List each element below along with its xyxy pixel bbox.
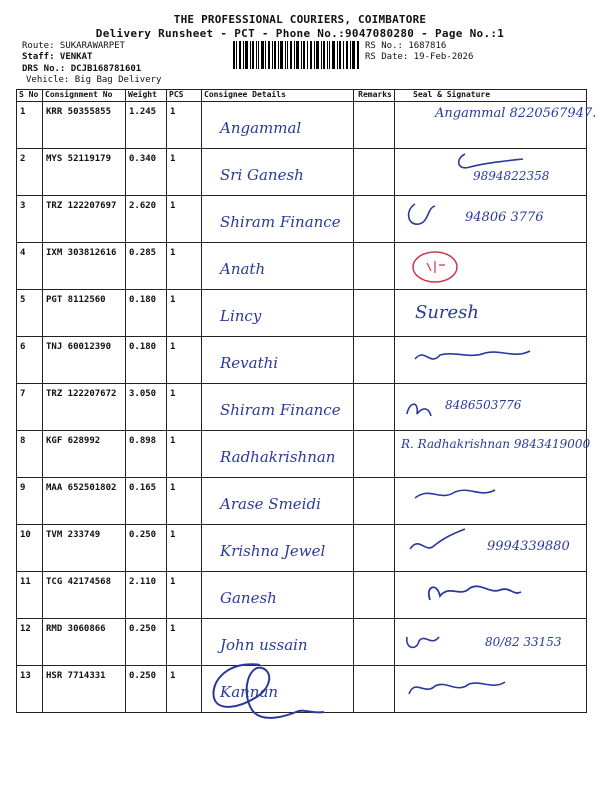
consignee-handwriting: Shiram Finance xyxy=(220,401,341,419)
consignee-handwriting: Lincy xyxy=(220,307,262,325)
signature-handwriting: Angammal 8220567947. xyxy=(435,106,597,121)
row-remarks xyxy=(354,431,395,478)
row-remarks xyxy=(354,290,395,337)
row-signature xyxy=(395,196,587,243)
row-weight: 0.180 xyxy=(126,290,167,337)
barcode-image xyxy=(233,41,359,69)
runsheet-table xyxy=(16,89,597,713)
consignee-handwriting: Radhakrishnan xyxy=(220,448,336,466)
row-consignment: KGF 628992 xyxy=(43,431,126,478)
consignee-handwriting: Kannan xyxy=(220,683,279,701)
row-sno: 5 xyxy=(17,290,43,337)
row-consignee xyxy=(202,243,354,290)
row-sno: 6 xyxy=(17,337,43,384)
row-remarks xyxy=(354,666,395,713)
row-weight: 0.285 xyxy=(126,243,167,290)
signature-handwriting: 94806 3776 xyxy=(465,210,544,225)
consignee-handwriting: Revathi xyxy=(220,354,279,372)
table-header-row xyxy=(17,90,587,102)
row-sno: 8 xyxy=(17,431,43,478)
row-remarks xyxy=(354,337,395,384)
col-pcs: PCS xyxy=(167,90,202,102)
col-sno: S No xyxy=(17,90,43,102)
rs-date: RS Date: 19-Feb-2026 xyxy=(365,52,474,62)
signature-scribble xyxy=(395,149,561,190)
row-remarks xyxy=(354,619,395,666)
row-consignment: HSR 7714331 xyxy=(43,666,126,713)
row-signature xyxy=(395,290,587,337)
col-remarks: Remarks xyxy=(354,90,395,102)
row-weight: 3.050 xyxy=(126,384,167,431)
signature-scribble xyxy=(395,572,561,613)
consignee-handwriting: Ganesh xyxy=(220,589,277,607)
row-pcs: 1 xyxy=(167,619,202,666)
row-signature xyxy=(395,525,587,572)
row-sno: 3 xyxy=(17,196,43,243)
row-consignment: TCG 42174568 xyxy=(43,572,126,619)
row-signature xyxy=(395,666,587,713)
consignee-handwriting: Krishna Jewel xyxy=(220,542,326,560)
signature-scribble xyxy=(395,196,561,237)
table-row xyxy=(17,102,587,149)
row-signature xyxy=(395,478,587,525)
table-row xyxy=(17,431,587,478)
company-title: THE PROFESSIONAL COURIERS, COIMBATORE xyxy=(173,13,427,26)
staff-signature-scribble xyxy=(200,650,330,730)
row-consignment: MAA 652501802 xyxy=(43,478,126,525)
row-consignee xyxy=(202,525,354,572)
consignee-handwriting: Angammal xyxy=(220,119,302,137)
row-weight: 0.165 xyxy=(126,478,167,525)
row-weight: 2.110 xyxy=(126,572,167,619)
row-signature xyxy=(395,572,587,619)
row-consignee xyxy=(202,431,354,478)
table-row xyxy=(17,196,587,243)
row-pcs: 1 xyxy=(167,525,202,572)
vehicle-label: Vehicle: Big Bag Delivery xyxy=(26,75,162,85)
row-pcs: 1 xyxy=(167,666,202,713)
consignee-handwriting: John ussain xyxy=(220,636,308,654)
table-row xyxy=(17,525,587,572)
row-consignee xyxy=(202,196,354,243)
row-sno: 1 xyxy=(17,102,43,149)
col-consignment: Consignment No xyxy=(43,90,126,102)
row-remarks xyxy=(354,149,395,196)
table-row xyxy=(17,243,587,290)
row-consignee xyxy=(202,337,354,384)
row-remarks xyxy=(354,572,395,619)
row-sno: 11 xyxy=(17,572,43,619)
row-consignment: TRZ 122207672 xyxy=(43,384,126,431)
signature-scribble xyxy=(395,666,561,707)
consignee-handwriting: Shiram Finance xyxy=(220,213,341,231)
row-remarks xyxy=(354,525,395,572)
row-consignment: KRR 50355855 xyxy=(43,102,126,149)
runsheet-subtitle: Delivery Runsheet - PCT - Phone No.:9047080280 - Page No.:1 xyxy=(95,27,505,40)
signature-scribble xyxy=(395,337,561,378)
row-remarks xyxy=(354,102,395,149)
row-sno: 12 xyxy=(17,619,43,666)
row-consignment: TRZ 122207697 xyxy=(43,196,126,243)
row-sno: 4 xyxy=(17,243,43,290)
drs-number: DRS No.: DCJB168781601 xyxy=(22,64,142,74)
table-row xyxy=(17,478,587,525)
signature-handwriting: Suresh xyxy=(415,302,480,323)
consignee-handwriting: Arase Smeidi xyxy=(220,495,321,513)
consignee-handwriting: Sri Ganesh xyxy=(220,166,304,184)
row-consignee xyxy=(202,572,354,619)
row-pcs: 1 xyxy=(167,431,202,478)
rs-number: RS No.: 1687816 xyxy=(365,41,447,51)
row-consignment: TNJ 60012390 xyxy=(43,337,126,384)
row-consignee xyxy=(202,384,354,431)
row-remarks xyxy=(354,196,395,243)
table-row xyxy=(17,290,587,337)
row-sno: 10 xyxy=(17,525,43,572)
row-signature xyxy=(395,431,591,478)
signature-scribble xyxy=(395,384,561,425)
row-pcs: 1 xyxy=(167,384,202,431)
table-row xyxy=(17,337,587,384)
row-signature xyxy=(395,337,587,384)
table-row xyxy=(17,572,587,619)
signature-scribble xyxy=(395,525,561,566)
row-weight: 1.245 xyxy=(126,102,167,149)
row-consignee xyxy=(202,149,354,196)
row-weight: 0.340 xyxy=(126,149,167,196)
row-sno: 13 xyxy=(17,666,43,713)
row-pcs: 1 xyxy=(167,102,202,149)
row-weight: 0.250 xyxy=(126,525,167,572)
signature-handwriting: 9894822358 xyxy=(473,169,550,183)
staff-label: Staff: VENKAT xyxy=(22,52,93,62)
table-row xyxy=(17,149,587,196)
row-signature xyxy=(395,619,587,666)
row-signature xyxy=(395,384,587,431)
row-pcs: 1 xyxy=(167,572,202,619)
signature-handwriting: 80/82 33153 xyxy=(485,635,562,649)
row-signature xyxy=(395,149,587,196)
row-weight: 0.250 xyxy=(126,619,167,666)
delivered-stamp xyxy=(395,243,561,284)
row-weight: 0.250 xyxy=(126,666,167,713)
col-consignee: Consignee Details xyxy=(202,90,354,102)
signature-handwriting: 8486503776 xyxy=(445,398,522,412)
row-pcs: 1 xyxy=(167,478,202,525)
row-remarks xyxy=(354,384,395,431)
col-seal-signature: Seal & Signature xyxy=(395,90,587,102)
row-pcs: 1 xyxy=(167,290,202,337)
row-weight: 0.180 xyxy=(126,337,167,384)
row-weight: 2.620 xyxy=(126,196,167,243)
signature-handwriting: 9994339880 xyxy=(487,539,570,554)
col-weight: Weight xyxy=(126,90,167,102)
consignee-handwriting: Anath xyxy=(220,260,266,278)
signature-scribble xyxy=(395,619,561,660)
row-sno: 9 xyxy=(17,478,43,525)
row-consignee xyxy=(202,478,354,525)
table-row xyxy=(17,384,587,431)
signature-scribble xyxy=(395,478,561,519)
row-pcs: 1 xyxy=(167,149,202,196)
row-weight: 0.898 xyxy=(126,431,167,478)
row-consignment: PGT 8112560 xyxy=(43,290,126,337)
row-sno: 2 xyxy=(17,149,43,196)
row-consignment: RMD 3060866 xyxy=(43,619,126,666)
row-consignee xyxy=(202,290,354,337)
row-signature xyxy=(395,102,597,149)
row-signature xyxy=(395,243,587,290)
row-consignment: MYS 52119179 xyxy=(43,149,126,196)
row-pcs: 1 xyxy=(167,337,202,384)
signature-handwriting: R. Radhakrishnan 9843419000 xyxy=(401,437,591,451)
row-pcs: 1 xyxy=(167,243,202,290)
row-pcs: 1 xyxy=(167,196,202,243)
row-consignment: TVM 233749 xyxy=(43,525,126,572)
row-remarks xyxy=(354,478,395,525)
row-consignment: IXM 303812616 xyxy=(43,243,126,290)
row-remarks xyxy=(354,243,395,290)
row-consignee xyxy=(202,102,354,149)
route-label: Route: SUKARAWARPET xyxy=(22,41,125,51)
row-sno: 7 xyxy=(17,384,43,431)
